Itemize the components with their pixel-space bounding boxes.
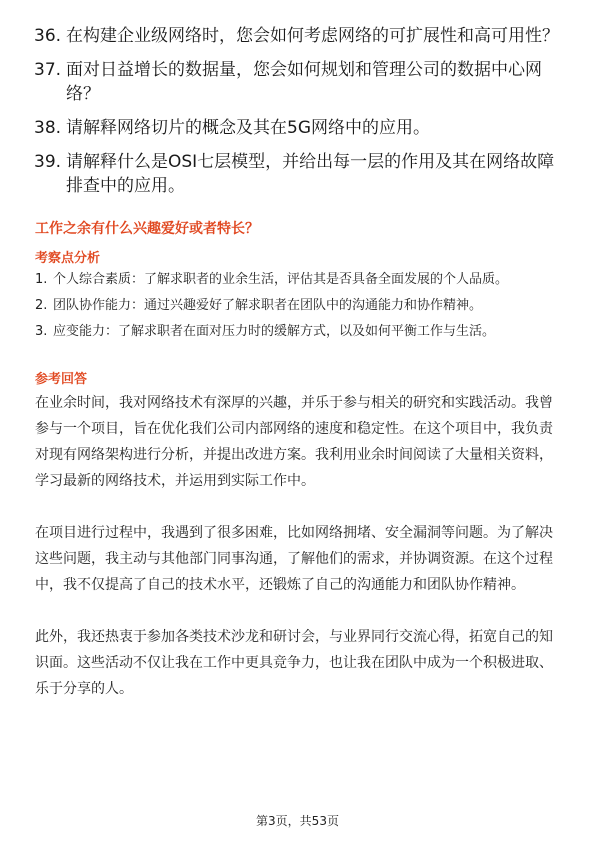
question-number: 38. [34, 118, 62, 138]
analysis-heading: 考察点分析 [35, 251, 101, 266]
page-footer: 第3页，共53页 [256, 814, 339, 828]
question-item [34, 116, 564, 140]
analysis-text: 个人综合素质：了解求职者的业余生活，评估其是否具备全面发展的个人品质。 [53, 272, 509, 287]
question-number: 36. [34, 26, 62, 46]
question-text: 请解释网络切片的概念及其在5G网络中的应用。 [66, 118, 430, 138]
analysis-text: 应变能力：了解求职者在面对压力时的缓解方式，以及如何平衡工作与生活。 [53, 324, 496, 339]
question-item [34, 24, 564, 48]
analysis-number: 3. [35, 324, 48, 339]
answer-paragraph: 此外，我还热衷于参加各类技术沙龙和研讨会，与业界同行交流心得，拓宽自己的知识面。这些活动不仅让我在工作中更具竞争力，也让我在团队中成为一个积极进取、乐于分享的人。 [35, 629, 553, 697]
answer-body [35, 390, 560, 728]
analysis-number: 1. [35, 272, 48, 287]
question-text: 请解释什么是OSI七层模型，并给出每一层的作用及其在网络故障排查中的应用。 [66, 152, 555, 196]
question-list [34, 24, 564, 208]
answer-paragraph: 在业余时间，我对网络技术有深厚的兴趣，并乐于参与相关的研究和实践活动。我曾参与一个项目，旨在优化我们公司内部网络的速度和稳定性。在这个项目中，我负责对现有网络架构进行分析，并提出改进方案。我利用业余时间阅读了大量相关资料，学习最新的网络技术，并运用到实际工作中。 [35, 395, 553, 489]
answer-paragraph: 在项目进行过程中，我遇到了很多困难，比如网络拥堵、安全漏洞等问题。为了解决这些问题，我主动与其他部门同事沟通，了解他们的需求，并协调资源。在这个过程中，我不仅提高了自己的技术水平，还锻炼了自己的沟通能力和团队协作精神。 [35, 525, 553, 593]
section-heading: 工作之余有什么兴趣爱好或者特长？ [35, 221, 259, 237]
question-item [34, 58, 564, 106]
question-number: 39. [34, 152, 62, 172]
question-text: 在构建企业级网络时，您会如何考虑网络的可扩展性和高可用性？ [66, 26, 559, 46]
analysis-item [35, 270, 565, 296]
analysis-item [35, 322, 565, 348]
analysis-number: 2. [35, 298, 48, 313]
answer-heading: 参考回答 [35, 372, 88, 387]
analysis-list [35, 270, 565, 348]
question-text: 面对日益增长的数据量，您会如何规划和管理公司的数据中心网络？ [66, 60, 542, 104]
question-number: 37. [34, 60, 62, 80]
question-item [34, 150, 564, 198]
analysis-item [35, 296, 565, 322]
analysis-text: 团队协作能力：通过兴趣爱好了解求职者在团队中的沟通能力和协作精神。 [53, 298, 483, 313]
